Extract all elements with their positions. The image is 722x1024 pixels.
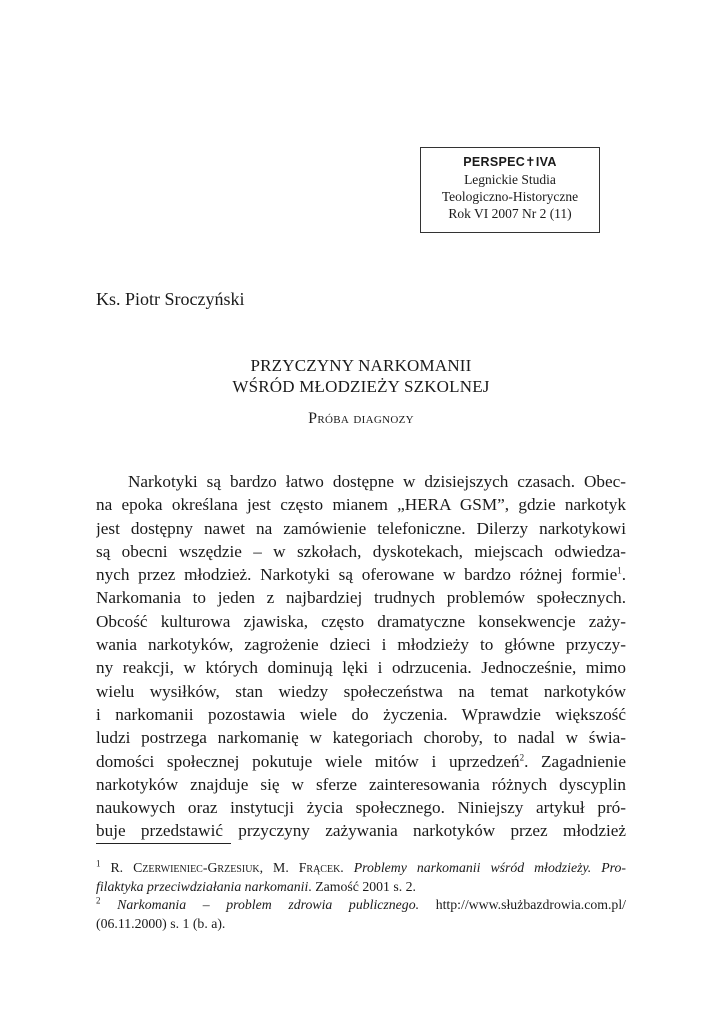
journal-name: PERSPEC✝IVA <box>463 155 557 169</box>
body-line-3: jest dostępny nawet na zamówienie telefoniczne. Dilerzy narkotykowi <box>96 518 626 538</box>
journal-subtitle-2: Teologiczno-Historyczne <box>441 189 579 204</box>
body-line-2: na epoka określana jest często mianem „HERA GSM”, gdzie narkotyk <box>96 495 626 515</box>
footnote-1-line-1 <box>96 859 626 878</box>
footnote-1-authors: R. Czerwieniec-Grzesiuk, M. Frącek. <box>110 860 344 875</box>
body-line-5 <box>96 563 626 586</box>
body-line-15: naukowych oraz instytucji życia społecznego. Niniejszy artykuł pró- <box>96 798 626 818</box>
body-line-7: Obcość kulturowa zjawiska, często dramatyczne konsekwencje zaży- <box>96 611 626 631</box>
title-line-1: PRZYCZYNY NARKOMANII <box>250 356 472 375</box>
footnote-2-number: 2 <box>96 895 101 906</box>
footnote-separator <box>96 843 231 844</box>
journal-subtitle-1: Legnickie Studia <box>464 172 556 187</box>
footnote-1-line-2 <box>96 878 626 897</box>
footnote-2-line-2: (06.11.2000) s. 1 (b. a). <box>96 915 226 931</box>
body-line-10: wielu wysiłków, stan wiedzy społeczeństwa na temat narkotyków <box>96 681 626 701</box>
body-line-6: Narkomania to jeden z najbardziej trudnych problemów społecznych. <box>96 588 626 608</box>
title-line-2: WŚRÓD MŁODZIEŻY SZKOLNEJ <box>232 377 490 396</box>
body-line-1: Narkotyki są bardzo łatwo dostępne w dzisiejszych czasach. Obec- <box>128 472 626 491</box>
body-line-13 <box>96 750 626 773</box>
body-line-4: są obecni wszędzie – w szkołach, dyskotekach, miejscach odwiedza- <box>96 541 626 561</box>
body-line-5-text: nych przez młodzież. Narkotyki są oferowane w bardzo różnej formie <box>96 565 618 585</box>
footnote-1-rest: . Zamość 2001 s. 2. <box>308 878 416 894</box>
body-line-8: wania narkotyków, zagrożenie dzieci i młodzieży to główne przyczy- <box>96 635 626 655</box>
body-paragraph <box>96 470 626 843</box>
footnote-1-title-b: filaktyka przeciwdziałania narkomanii <box>96 878 309 894</box>
footnote-ref-2[interactable]: 2 <box>519 751 525 762</box>
body-line-11: i narkomanii pozostawia wiele do życzenia. Wprawdzie większość <box>96 704 626 724</box>
article-subtitle: Próba diagnozy <box>308 410 414 427</box>
footnote-2-line-1 <box>96 896 626 915</box>
article-subtitle-block <box>96 410 626 428</box>
author-name: Ks. Piotr Sroczyński <box>96 289 245 309</box>
footnote-1-number: 1 <box>96 858 101 869</box>
footnote-2-title: Narkomania – problem zdrowia publicznego. <box>117 897 420 912</box>
body-line-13-tail: . Zagadnienie <box>524 751 626 771</box>
body-line-12: ludzi postrzega narkomanię w kategoriach choroby, to nadal w świa- <box>96 728 626 748</box>
body-line-13-text: domości społecznej pokutuje wiele mitów i uprzedzeń <box>96 751 520 771</box>
footnote-1-title-a: Problemy narkomanii wśród młodzieży. Pro- <box>353 860 627 875</box>
footnote-2-url[interactable]: http://www.służbazdrowia.com.pl/ <box>435 897 626 912</box>
body-line-5-tail: . <box>621 565 626 585</box>
footnotes <box>96 859 626 933</box>
journal-issue: Rok VI 2007 Nr 2 (11) <box>448 206 572 221</box>
journal-info-box <box>420 147 600 233</box>
body-line-9: ny reakcji, w których dominują lęki i odrzucenia. Jednocześnie, mimo <box>96 658 626 678</box>
body-line-16: buje przedstawić przyczyny zażywania narkotyków przez młodzież <box>96 821 626 841</box>
body-line-14: narkotyków znajduje się w sferze zainteresowania różnych dyscyplin <box>96 774 626 794</box>
article-title <box>96 355 626 397</box>
footnote-ref-1[interactable]: 1 <box>617 565 622 576</box>
